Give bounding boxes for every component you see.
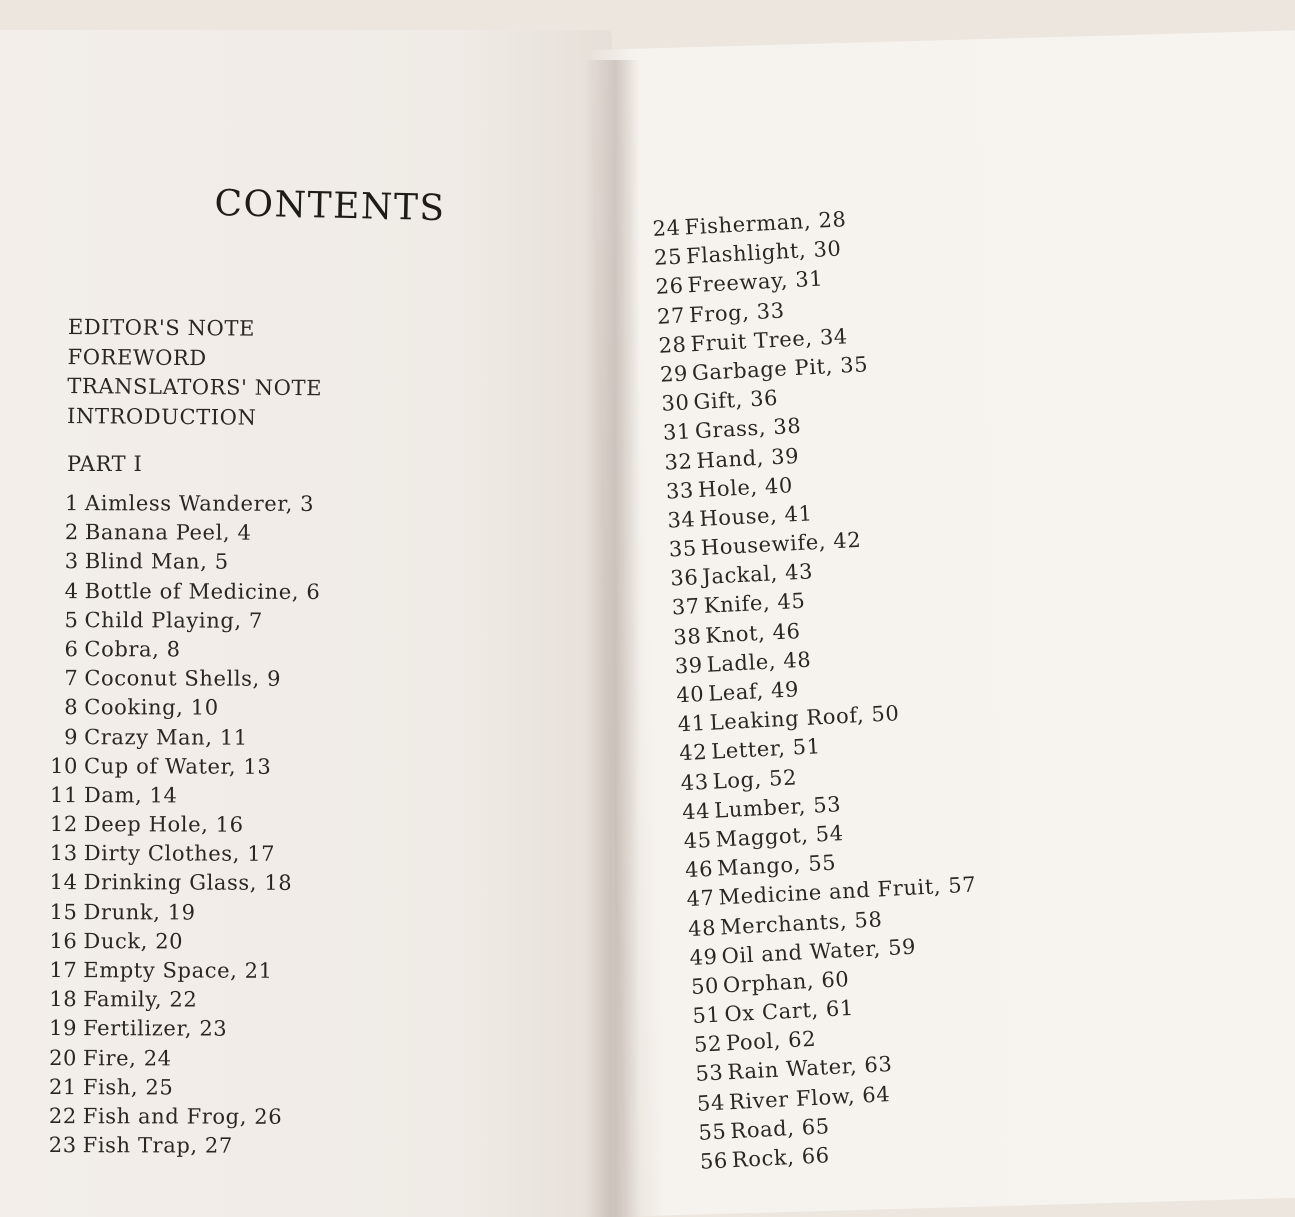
entry-title: Lumber, 53 [713, 791, 842, 823]
entry-title: Road, 65 [729, 1114, 831, 1144]
left-contents-list [43, 489, 321, 1161]
entry-number: 2 [64, 520, 79, 545]
entry-title: Rain Water, 63 [726, 1052, 893, 1085]
entry-number: 15 [49, 899, 78, 924]
entry-title: Deep Hole, 16 [83, 812, 244, 837]
contents-entry [45, 518, 321, 548]
entry-title: Child Playing, 7 [84, 607, 263, 633]
entry-number: 14 [49, 870, 78, 895]
front-matter-item: TRANSLATORS' NOTE [67, 373, 323, 401]
entry-title: Fisherman, 28 [684, 207, 847, 240]
entry-number: 16 [49, 928, 78, 953]
contents-entry [44, 635, 320, 665]
entry-number: 44 [681, 798, 711, 824]
entry-number: 43 [680, 769, 710, 795]
entry-title: River Flow, 64 [728, 1081, 891, 1114]
entry-number: 10 [50, 753, 79, 778]
entry-title: Coconut Shells, 9 [84, 666, 282, 691]
entry-title: Letter, 51 [710, 734, 822, 765]
entry-number: 31 [662, 419, 692, 446]
entry-title: Log, 52 [712, 764, 798, 794]
entry-title: Flashlight, 30 [685, 236, 842, 269]
entry-title: Family, 22 [83, 987, 198, 1012]
entry-title: Knife, 45 [703, 589, 806, 619]
entry-title: Cobra, 8 [84, 637, 181, 662]
entry-number: 32 [663, 448, 694, 475]
entry-title: Freeway, 31 [687, 266, 824, 298]
entry-number: 41 [677, 711, 707, 737]
entry-title: Drinking Glass, 18 [83, 870, 293, 896]
contents-entry [44, 606, 320, 636]
front-matter-item: INTRODUCTION [67, 403, 257, 430]
entry-number: 26 [655, 273, 685, 300]
entry-title: Fish and Frog, 26 [82, 1104, 283, 1129]
front-matter-item: EDITOR'S NOTE [67, 314, 256, 341]
entry-title: Cooking, 10 [84, 695, 219, 720]
contents-entry [43, 1073, 319, 1103]
entry-number: 38 [672, 623, 702, 650]
contents-entry [45, 489, 321, 519]
entry-title: Dam, 14 [83, 783, 178, 808]
entry-title: Jackal, 43 [701, 559, 814, 590]
entry-title: Dirty Clothes, 17 [83, 841, 276, 867]
entry-title: Bottle of Medicine, 6 [84, 578, 321, 604]
entry-title: Hand, 39 [695, 443, 800, 473]
front-matter-item: FOREWORD [67, 344, 207, 370]
entry-number: 9 [64, 724, 79, 749]
entry-number: 1 [64, 491, 79, 516]
part-heading: PART I [67, 452, 143, 476]
entry-number: 18 [49, 987, 78, 1012]
entry-number: 51 [691, 1002, 722, 1029]
entry-number: 34 [666, 507, 696, 533]
entry-title: Medicine and Fruit, 57 [718, 872, 977, 910]
entry-number: 17 [49, 958, 78, 983]
book-gutter [585, 60, 640, 1217]
entry-title: Empty Space, 21 [83, 958, 273, 983]
contents-entry [43, 985, 319, 1015]
entry-title: Banana Peel, 4 [84, 520, 252, 545]
entry-number: 37 [671, 594, 701, 620]
entry-title: Leaf, 49 [707, 677, 800, 706]
entry-number: 6 [64, 637, 79, 662]
entry-title: Blind Man, 5 [84, 549, 229, 575]
entry-title: Orphan, 60 [722, 966, 850, 998]
entry-number: 29 [659, 361, 689, 387]
entry-title: Rock, 66 [731, 1143, 831, 1173]
entry-title: Ox Cart, 61 [723, 995, 855, 1027]
entry-number: 49 [689, 944, 719, 970]
entry-number: 8 [64, 695, 79, 720]
entry-number: 7 [64, 666, 79, 691]
entry-title: Hole, 40 [697, 472, 794, 502]
entry-title: Gift, 36 [692, 386, 779, 415]
entry-number: 35 [668, 536, 698, 562]
entry-number: 42 [678, 740, 708, 766]
contents-entry [44, 664, 320, 694]
entry-title: Pool, 62 [725, 1027, 817, 1056]
entry-number: 47 [686, 886, 716, 912]
entry-number: 46 [684, 856, 714, 883]
entry-title: Housewife, 42 [700, 527, 862, 560]
contents-entry [44, 693, 320, 723]
contents-entry [43, 1102, 319, 1132]
contents-entry [45, 577, 321, 607]
entry-number: 11 [49, 782, 78, 807]
contents-entry [43, 898, 319, 928]
entry-number: 55 [697, 1119, 727, 1145]
entry-number: 13 [49, 841, 78, 866]
entry-title: Oil and Water, 59 [720, 934, 917, 969]
contents-entry [43, 956, 319, 986]
contents-entry [43, 1131, 319, 1161]
entry-title: Duck, 20 [83, 928, 184, 954]
entry-title: Leaking Roof, 50 [709, 701, 900, 735]
entry-title: Fire, 24 [82, 1045, 172, 1071]
entry-number: 28 [658, 332, 688, 358]
entry-number: 33 [665, 477, 695, 504]
entry-number: 3 [64, 549, 79, 574]
contents-entry [44, 839, 320, 869]
entry-title: Frog, 33 [688, 297, 786, 327]
entry-number: 24 [652, 215, 682, 241]
entry-title: Fish, 25 [82, 1074, 174, 1100]
entry-number: 5 [64, 607, 79, 632]
entry-title: Cup of Water, 13 [83, 753, 272, 779]
entry-title: Mango, 55 [716, 850, 837, 881]
entry-title: House, 41 [698, 501, 814, 531]
entry-number: 39 [674, 652, 704, 679]
entry-title: Merchants, 58 [719, 906, 883, 939]
entry-number: 19 [49, 1016, 78, 1041]
contents-entry [43, 927, 319, 957]
entry-number: 20 [49, 1045, 78, 1070]
entry-title: Fish Trap, 27 [82, 1133, 233, 1158]
entry-number: 56 [699, 1148, 729, 1174]
entry-title: Crazy Man, 11 [84, 724, 248, 750]
entry-number: 25 [653, 244, 683, 271]
contents-entry [43, 1014, 319, 1044]
entry-number: 52 [693, 1031, 723, 1058]
entry-title: Garbage Pit, 35 [691, 352, 869, 386]
entry-number: 27 [656, 303, 686, 329]
front-matter-list [67, 313, 323, 433]
contents-entry [44, 868, 320, 898]
entry-title: Ladle, 48 [706, 647, 812, 677]
entry-number: 23 [48, 1133, 77, 1158]
entry-number: 22 [48, 1103, 77, 1129]
entry-number: 30 [660, 390, 691, 416]
entry-number: 50 [690, 973, 720, 999]
entry-number: 54 [696, 1090, 726, 1116]
contents-entry [43, 1044, 319, 1074]
contents-entry [44, 722, 320, 752]
entry-number: 45 [683, 827, 713, 854]
right-contents-list [652, 200, 990, 1177]
contents-entry [44, 810, 320, 840]
entry-title: Fertilizer, 23 [83, 1016, 228, 1042]
entry-title: Knot, 46 [704, 618, 801, 648]
entry-number: 40 [675, 681, 705, 708]
entry-title: Maggot, 54 [715, 821, 845, 852]
entry-number: 4 [64, 578, 79, 603]
entry-title: Drunk, 19 [83, 899, 196, 925]
entry-number: 53 [694, 1060, 725, 1087]
entry-number: 48 [687, 915, 717, 941]
page-title: CONTENTS [214, 183, 446, 230]
entry-title: Grass, 38 [694, 414, 802, 444]
entry-title: Aimless Wanderer, 3 [84, 491, 315, 516]
contents-entry [45, 547, 321, 577]
entry-number: 21 [48, 1074, 77, 1099]
entry-title: Fruit Tree, 34 [689, 324, 849, 356]
entry-number: 36 [669, 565, 699, 591]
entry-number: 12 [49, 812, 78, 837]
contents-entry [44, 752, 320, 782]
contents-entry [44, 781, 320, 811]
